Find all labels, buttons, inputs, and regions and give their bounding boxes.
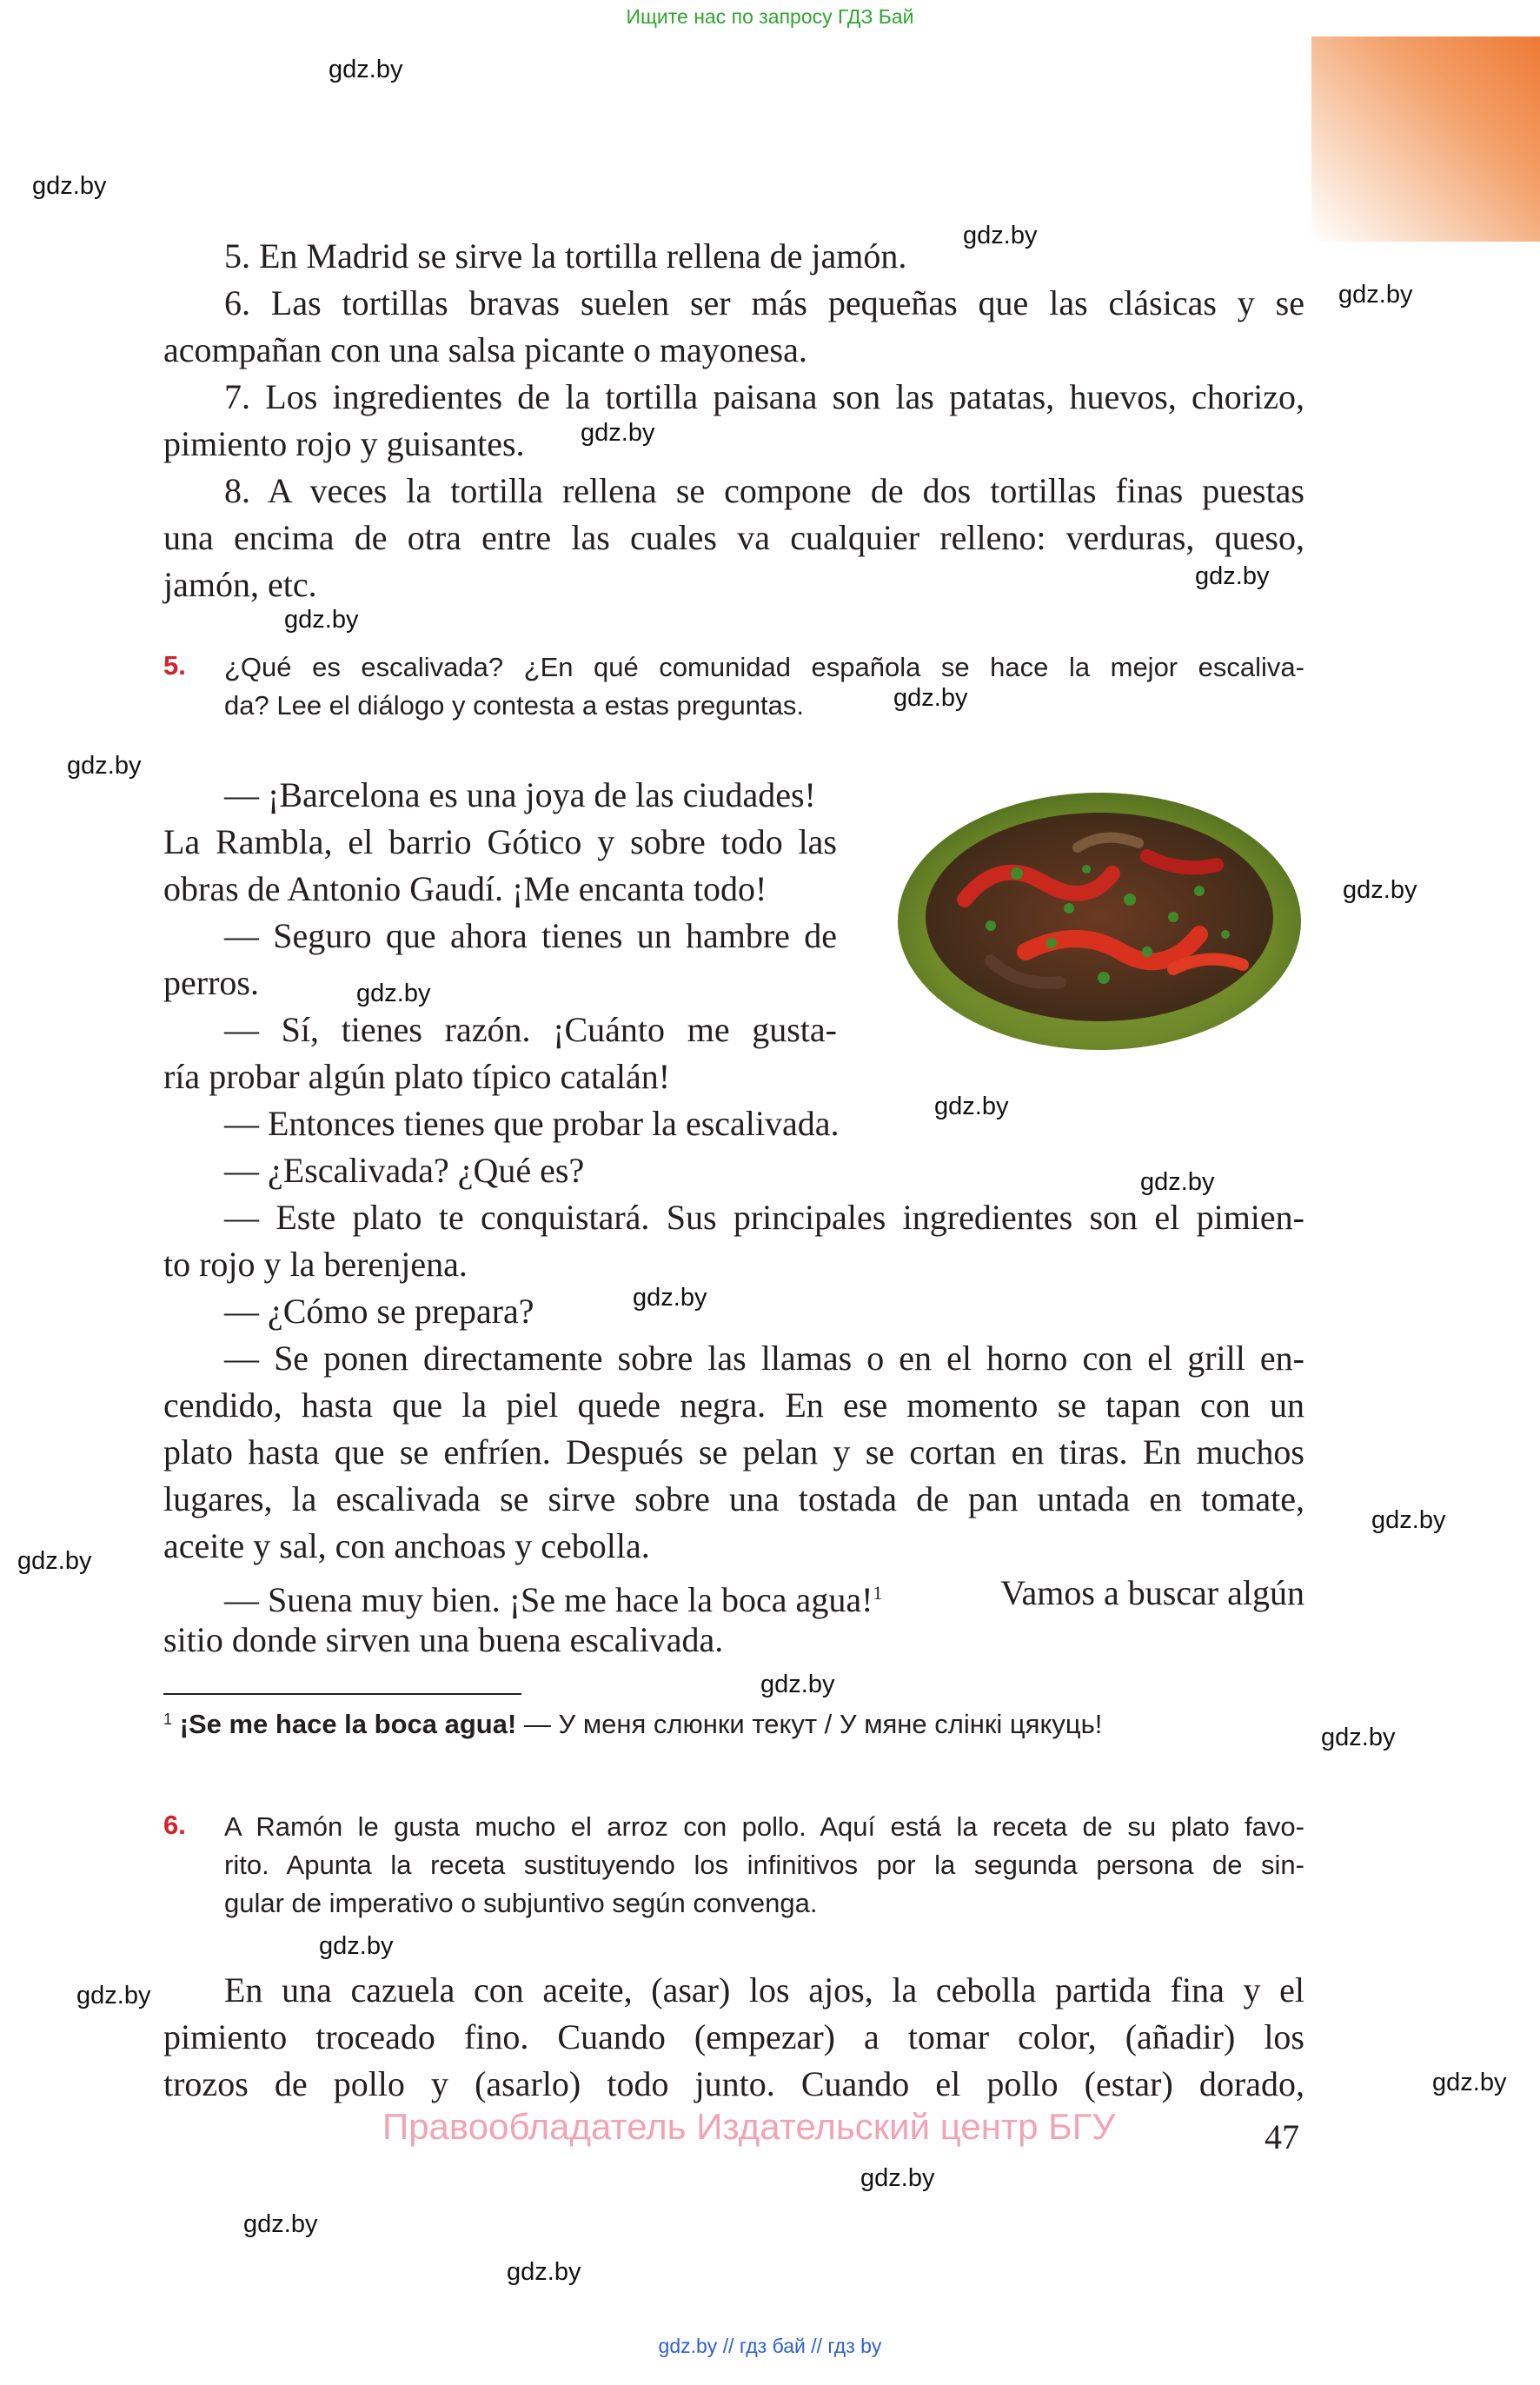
watermark: gdz.by: [356, 980, 431, 1007]
exercise-6-instruction: rito. Apunta la receta sustituyendo los infinitivos por la segunda persona de sin-: [224, 1850, 1304, 1880]
watermark: gdz.by: [76, 1982, 151, 2010]
watermark: gdz.by: [1343, 876, 1417, 904]
watermark: gdz.by: [1432, 2069, 1507, 2096]
dialogue-line: — ¡Barcelona es una joya de las ciudades!: [224, 775, 816, 814]
recipe-line: trozos de pollo y (asarlo) todo junto. Cuando el pollo (estar) dorado,: [163, 2064, 1304, 2103]
dialogue-line: La Rambla, el barrio Gótico y sobre todo las: [163, 822, 837, 861]
dialogue-text: — Suena muy bien. ¡Se me hace la boca agua!$^1$: [224, 1580, 883, 1619]
statement-8: 8. A veces la tortilla rellena se compone de dos tortillas finas puestas: [224, 471, 1304, 510]
watermark: gdz.by: [243, 2210, 318, 2238]
footnote-mark: 1: [163, 1711, 173, 1728]
dialogue-text: Vamos a buscar algún: [1000, 1573, 1304, 1612]
watermark: gdz.by: [860, 2164, 935, 2192]
footnote: [163, 1709, 1102, 1740]
exercise-number: 6.: [163, 1810, 186, 1840]
watermark: gdz.by: [507, 2258, 581, 2286]
dialogue-line: ría probar algún plato típico catalán!: [163, 1057, 671, 1096]
watermark: gdz.by: [633, 1284, 707, 1312]
watermark: gdz.by: [67, 752, 142, 780]
statement-6-cont: acompañan con una salsa picante o mayonesa.: [163, 330, 807, 369]
statement-5: 5. En Madrid se sirve la tortilla rellena de jamón.: [224, 236, 907, 276]
watermark: gdz.by: [1321, 1724, 1396, 1751]
page-number: 47: [1265, 2117, 1299, 2156]
footnote-reference[interactable]: 1: [873, 1582, 883, 1604]
dialogue-line: — Se ponen directamente sobre las llamas o en el horno con el grill en-: [224, 1339, 1304, 1378]
dialogue-line: — Seguro que ahora tienes un hambre de: [224, 916, 837, 955]
bottom-links[interactable]: gdz.by // гдз бай // гдз by: [658, 2335, 882, 2357]
dialogue-line: aceite y sal, con anchoas y cebolla.: [163, 1526, 650, 1565]
watermark: gdz.by: [893, 684, 968, 712]
exercise-5-instruction: da? Lee el diálogo y contesta a estas preguntas.: [224, 690, 804, 721]
watermark: gdz.by: [1338, 281, 1413, 309]
dialogue-line: plato hasta que se enfríen. Después se pelan y se cortan en tiras. En muchos: [163, 1432, 1304, 1472]
top-banner[interactable]: Ищите нас по запросу ГДЗ Бай: [626, 5, 914, 28]
dialogue-line: — ¿Cómo se prepara?: [224, 1292, 534, 1331]
corner-decoration: [1311, 37, 1540, 242]
watermark: gdz.by: [284, 606, 359, 634]
watermark: gdz.by: [963, 222, 1038, 249]
watermark: gdz.by: [1371, 1506, 1446, 1534]
dialogue-line: sitio donde sirven una buena escalivada.: [163, 1620, 724, 1659]
escalivada-dish-image: [886, 778, 1308, 1056]
footnote-divider: [163, 1693, 521, 1695]
recipe-line: pimiento troceado fino. Cuando (empezar) a tomar color, (añadir) los: [163, 2017, 1304, 2056]
statement-6: 6. Las tortillas bravas suelen ser más pequeñas que las clásicas y se: [224, 283, 1304, 322]
dialogue-line: — Este plato te conquistará. Sus principales ingredientes son el pimien-: [224, 1198, 1304, 1237]
dialogue-line: to rojo y la berenjena.: [163, 1245, 468, 1284]
watermark: gdz.by: [760, 1671, 835, 1698]
exercise-number: 5.: [163, 650, 186, 681]
dialogue-line: lugares, la escalivada se sirve sobre una tostada de pan untada en tomate,: [163, 1479, 1304, 1518]
dialogue-line: perros.: [163, 963, 259, 1002]
watermark: gdz.by: [1195, 562, 1270, 590]
watermark: gdz.by: [329, 56, 403, 83]
recipe-line: En una cazuela con aceite, (asar) los ajos, la cebolla partida fina y el: [224, 1970, 1304, 2010]
footnote-phrase: ¡Se me hace la boca agua!: [179, 1709, 517, 1739]
exercise-5-instruction: ¿Qué es escalivada? ¿En qué comunidad española se hace la mejor escaliva-: [224, 652, 1304, 682]
watermark: gdz.by: [934, 1093, 1009, 1120]
statement-8-end: jamón, etc.: [163, 565, 317, 604]
copyright-notice: Правообладатель Издательский центр БГУ: [382, 2106, 1116, 2147]
watermark: gdz.by: [1140, 1168, 1215, 1196]
statement-7: 7. Los ingredientes de la tortilla paisana son las patatas, huevos, chorizo,: [224, 377, 1304, 416]
watermark: gdz.by: [32, 172, 107, 200]
dialogue-line: — Sí, tienes razón. ¡Cuánto me gusta-: [224, 1010, 837, 1049]
dialogue-line: — ¿Escalivada? ¿Qué es?: [224, 1151, 585, 1190]
statement-8-cont: una encima de otra entre las cuales va cualquier relleno: verduras, queso,: [163, 518, 1304, 557]
statement-7-cont: pimiento rojo y guisantes.: [163, 424, 525, 463]
dialogue-line: — Entonces tienes que probar la escalivada.: [224, 1104, 840, 1143]
watermark: gdz.by: [581, 419, 655, 447]
footnote-translation: — У меня слюнки текут / У мяне слінкі цякуць!: [516, 1709, 1103, 1739]
watermark: gdz.by: [319, 1932, 394, 1960]
dialogue-line: cendido, hasta que la piel quede negra. En ese momento se tapan con un: [163, 1385, 1304, 1425]
dialogue-line-with-footnote: [224, 1570, 1304, 1624]
dialogue-line: obras de Antonio Gaudí. ¡Me encanta todo!: [163, 869, 767, 908]
exercise-6-instruction: A Ramón le gusta mucho el arroz con pollo. Aquí está la receta de su plato favo-: [224, 1811, 1304, 1842]
watermark: gdz.by: [17, 1547, 92, 1575]
exercise-6-instruction: gular de imperativo o subjuntivo según convenga.: [224, 1888, 818, 1918]
